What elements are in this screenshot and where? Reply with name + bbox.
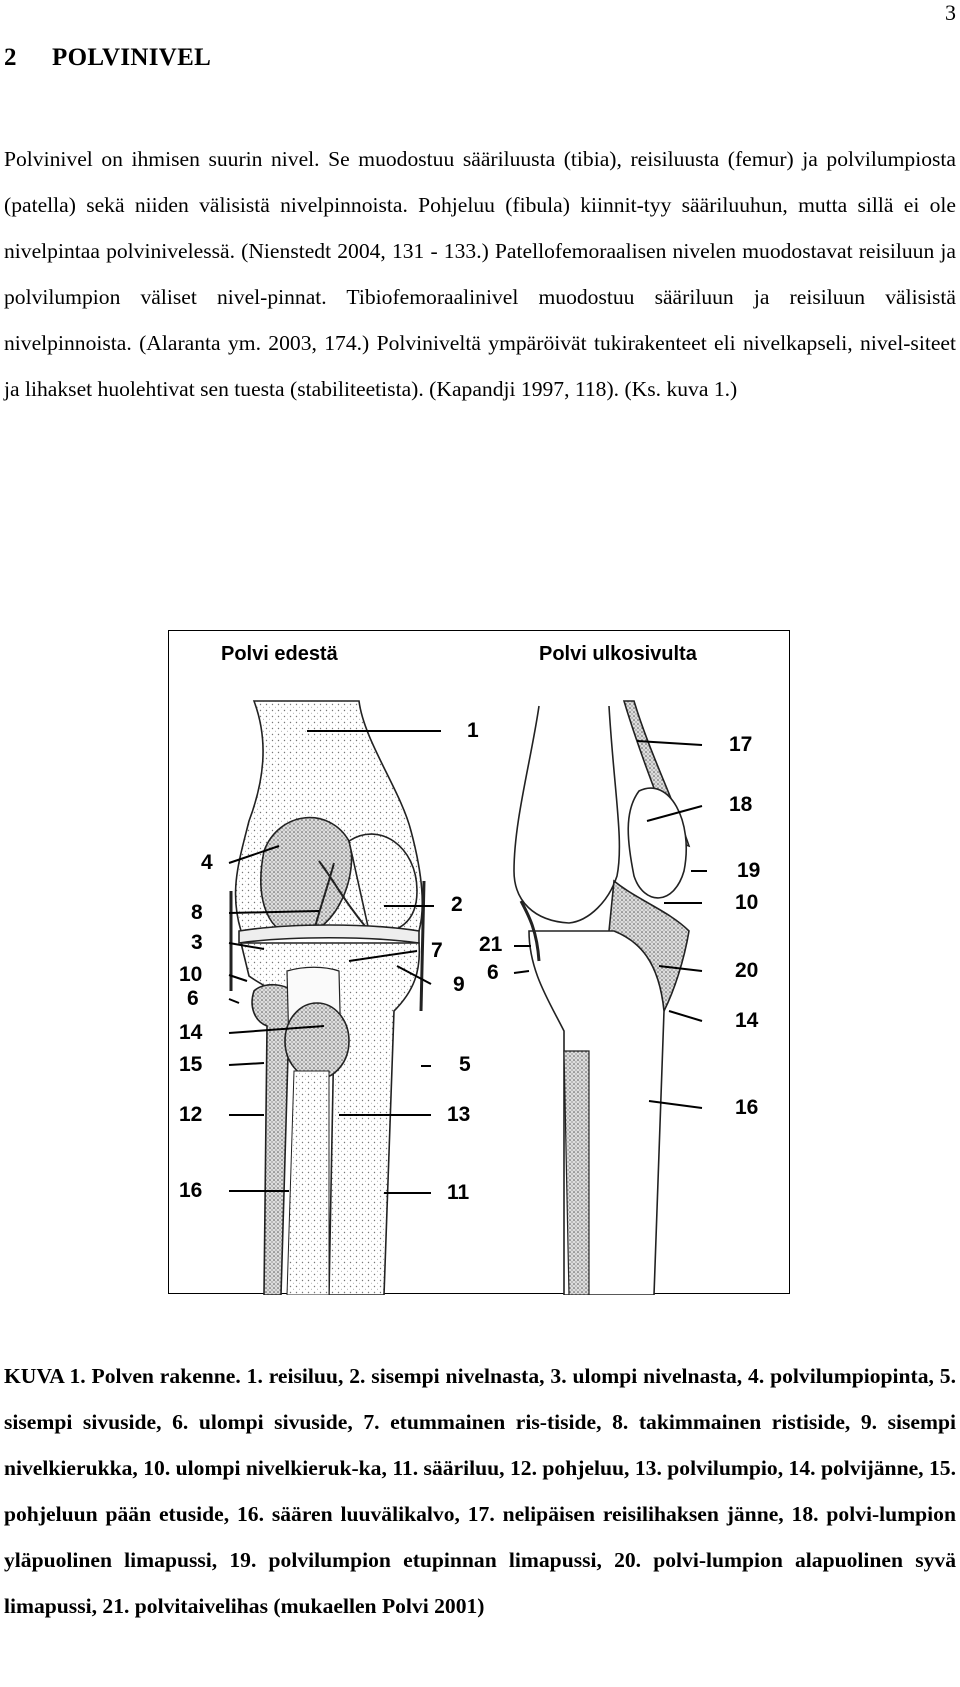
side-label-18: 18 [729,793,753,816]
front-view-title: Polvi edestä [221,643,338,665]
front-label-11: 11 [447,1181,470,1204]
front-label-1: 1 [467,719,479,742]
front-label-2: 2 [451,893,463,916]
side-label-21: 21 [479,933,503,956]
front-label-5: 5 [459,1053,471,1076]
front-label-13: 13 [447,1103,471,1126]
body-paragraph: Polvinivel on ihmisen suurin nivel. Se muodostuu sääriluusta (tibia), reisiluusta (femur) ja polvilumpiosta (patella) sekä niiden välisistä nivelpinnoista. Pohjeluu (fibula) kiinnit-tyy sääriluuhun, mutta sillä ei ole nivelpintaa polvinivelessä. (Nienstedt 2004, 131 - 133.) Patellofemoraalisen nivelen muodostavat reisiluun ja polvilumpion väliset nivel-pinnat. Tibiofemoraalinivel muodostuu sääriluun ja reisiluun välisistä nivelpinnoista. (Alaranta ym. 2003, 174.) Polviniveltä ympäröivät tukirakenteet eli nivelkapseli, nivel-siteet ja lihakset huolehtivat sen tuesta (stabiliteetista). (Kapandji 1997, 118). (Ks. kuva 1.) [4,147,956,401]
page-number: 3 [945,0,956,25]
front-label-9: 9 [453,973,465,996]
side-label-16: 16 [735,1096,759,1119]
front-label-15: 15 [179,1053,203,1076]
side-view-title: Polvi ulkosivulta [539,643,697,665]
section-heading [4,44,211,72]
side-label-17: 17 [729,733,753,756]
front-label-4: 4 [201,851,213,874]
front-label-16: 16 [179,1179,203,1202]
front-label-6: 6 [187,987,199,1010]
section-number: 2 [4,44,17,71]
side-label-20: 20 [735,959,759,982]
figure-caption: KUVA 1. Polven rakenne. 1. reisiluu, 2. sisempi nivelnasta, 3. ulompi nivelnasta, 4. polvilumpiopinta, 5. sisempi sivuside, 6. ulompi sivuside, 7. etummainen ris-tiside, 8. takimmainen ristiside, 9. sisempi nivelkierukka, 10. ulompi nivelkieruk-ka, 11. sääriluu, 12. pohjeluu, 13. polvilumpio, 14. polvijänne, 15. pohjeluun pään etuside, 16. säären luuvälikalvo, 17. nelipäisen reisilihaksen jänne, 18. polvi-lumpion yläpuolinen limapussi, 19. polvilumpion etupinnan limapussi, 20. polvi-lumpion alapuolinen syvä limapussi, 21. polvitaivelihas (mukaellen Polvi 2001) [4,1364,956,1618]
side-label-19: 19 [737,859,761,882]
front-label-12: 12 [179,1103,203,1126]
side-label-6: 6 [487,961,499,984]
front-label-14: 14 [179,1021,203,1044]
front-label-3: 3 [191,931,203,954]
side-view-drawing [514,701,689,1295]
side-label-14: 14 [735,1009,759,1032]
front-label-8: 8 [191,901,203,924]
knee-illustration [169,631,791,1295]
knee-anatomy-figure [168,630,790,1294]
front-label-7: 7 [431,939,443,962]
side-label-10: 10 [735,891,759,914]
section-title: POLVINIVEL [52,44,212,71]
front-view-drawing [231,701,424,1295]
front-label-10: 10 [179,963,203,986]
